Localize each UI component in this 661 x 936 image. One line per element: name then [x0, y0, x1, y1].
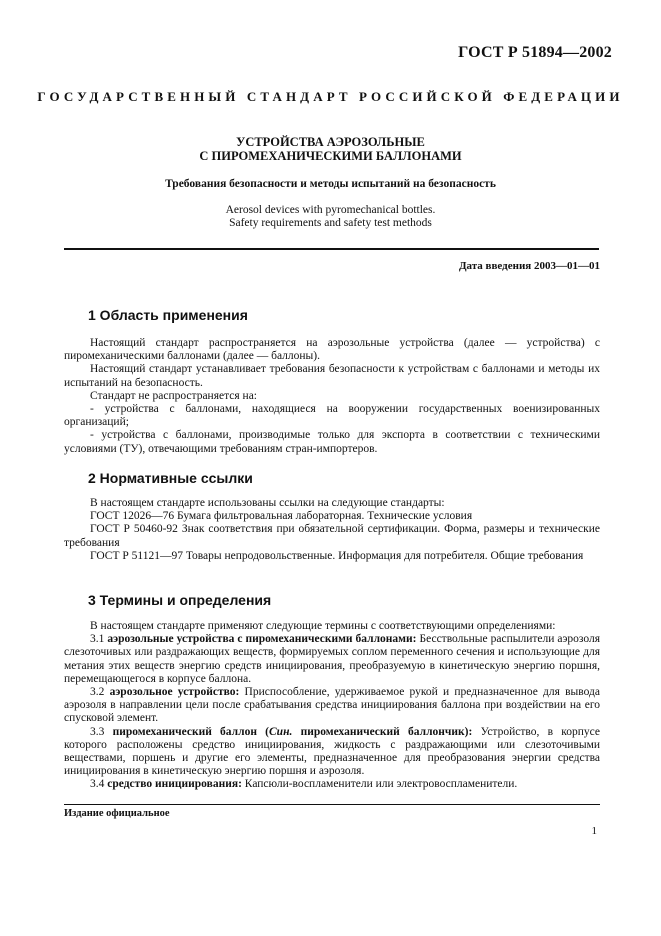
- paragraph: Стандарт не распространяется на:: [90, 389, 257, 402]
- list-item: - устройства с баллонами, производимые только для экспорта в соответствии с техническими условиями (ТУ), отвечающими требованиям стран-импортеров.: [64, 429, 600, 455]
- section-2-heading: 2 Нормативные ссылки: [88, 470, 253, 486]
- section-2-body: [64, 497, 600, 563]
- definition-3-3: [64, 726, 600, 779]
- definition-number: 3.2: [90, 686, 105, 699]
- definition-term: аэрозольные устройства с пиромеханическими баллонами:: [107, 633, 417, 646]
- definition-number: 3.1: [90, 633, 105, 646]
- edition-label: Издание официальное: [64, 808, 170, 819]
- paragraph: В настоящем стандарте применяют следующие термины с соответствующими определениями:: [90, 620, 556, 632]
- definition-text: Капсюли-воспламенители или электровоспламенители.: [244, 778, 518, 791]
- definition-term-part: пиромеханический баллончик):: [300, 725, 473, 738]
- definition-text: Приспособление, удерживаемое рукой и предназначенное для вывода аэрозоля в направлении цели после срабатывания средства инициирования баллона при воздействии на его спусковой элемент.: [64, 686, 601, 725]
- title-subtitle: Требования безопасности и методы испытаний на безопасность: [165, 178, 496, 190]
- synonym-mark: Син.: [269, 725, 293, 738]
- reference-item: ГОСТ Р 50460-92 Знак соответствия при обязательной сертификации. Форма, размеры и технические требования: [64, 523, 600, 549]
- title-block: [0, 135, 661, 230]
- definition-text: Устройство, в корпусе которого расположены средство инициирования, жидкость с раздражающими или слезоточивыми веществами, поршень и другие его элементы, предназначенное для преобразования энергии средства инициирования в кинетическую энергию поршня и аэрозоля.: [64, 725, 601, 778]
- paragraph: В настоящем стандарте использованы ссылки на следующие стандарты:: [90, 497, 445, 509]
- footer-divider: [64, 804, 600, 805]
- english-title: [0, 204, 661, 230]
- section-1-body: [64, 337, 600, 456]
- introduction-date: Дата введения 2003—01—01: [458, 260, 600, 272]
- definition-text: Бесствольные распылители аэрозоля слезоточивых или раздражающих веществ, формируемых соплом переменного сечения и использующие для метания этих веществ энергию средств инициирования, преобразуемую в кинетическую энергию поршня, перемещающегося в корпусе баллона.: [64, 633, 601, 685]
- english-title-line-2: Safety requirements and safety test methods: [229, 217, 432, 229]
- definition-term: аэрозольное устройство:: [109, 686, 240, 699]
- definition-term-part: пиромеханический баллон (: [112, 725, 270, 738]
- definition-term: средство инициирования:: [107, 778, 242, 791]
- paragraph: Настоящий стандарт распространяется на аэрозольные устройства (далее — устройства) с пиромеханическими баллонами (далее — баллоны).: [64, 337, 600, 363]
- reference-item: ГОСТ Р 51121—97 Товары непродовольственные. Информация для потребителя. Общие требования: [90, 549, 584, 562]
- english-title-line-1: Aerosol devices with pyromechanical bottles.: [225, 204, 436, 216]
- state-standard-heading: ГОСУДАРСТВЕННЫЙ СТАНДАРТ РОССИЙСКОЙ ФЕДЕРАЦИИ: [37, 89, 624, 104]
- section-3-body: [64, 620, 600, 792]
- definition-3-2: [64, 686, 600, 726]
- title-line-1: УСТРОЙСТВА АЭРОЗОЛЬНЫЕ: [236, 135, 425, 149]
- reference-item: ГОСТ 12026—76 Бумага фильтровальная лабораторная. Технические условия: [90, 510, 473, 523]
- page-number: 1: [591, 825, 597, 837]
- list-item: - устройства с баллонами, находящиеся на вооружении государственных военизированных организаций;: [64, 403, 600, 429]
- document-code: ГОСТ Р 51894—2002: [458, 44, 612, 61]
- definition-term: [113, 726, 473, 738]
- title-divider: [64, 248, 599, 250]
- section-1-heading: 1 Область применения: [88, 307, 248, 323]
- definition-number: 3.3: [90, 725, 105, 738]
- paragraph: Настоящий стандарт устанавливает требования безопасности к устройствам с баллонами и методы их испытаний на безопасность.: [64, 363, 600, 389]
- definition-3-1: [64, 633, 600, 686]
- definition-3-4: [64, 778, 600, 791]
- definition-number: 3.4: [90, 778, 105, 791]
- title-line-2: С ПИРОМЕХАНИЧЕСКИМИ БАЛЛОНАМИ: [199, 149, 462, 163]
- section-3-heading: 3 Термины и определения: [88, 592, 272, 608]
